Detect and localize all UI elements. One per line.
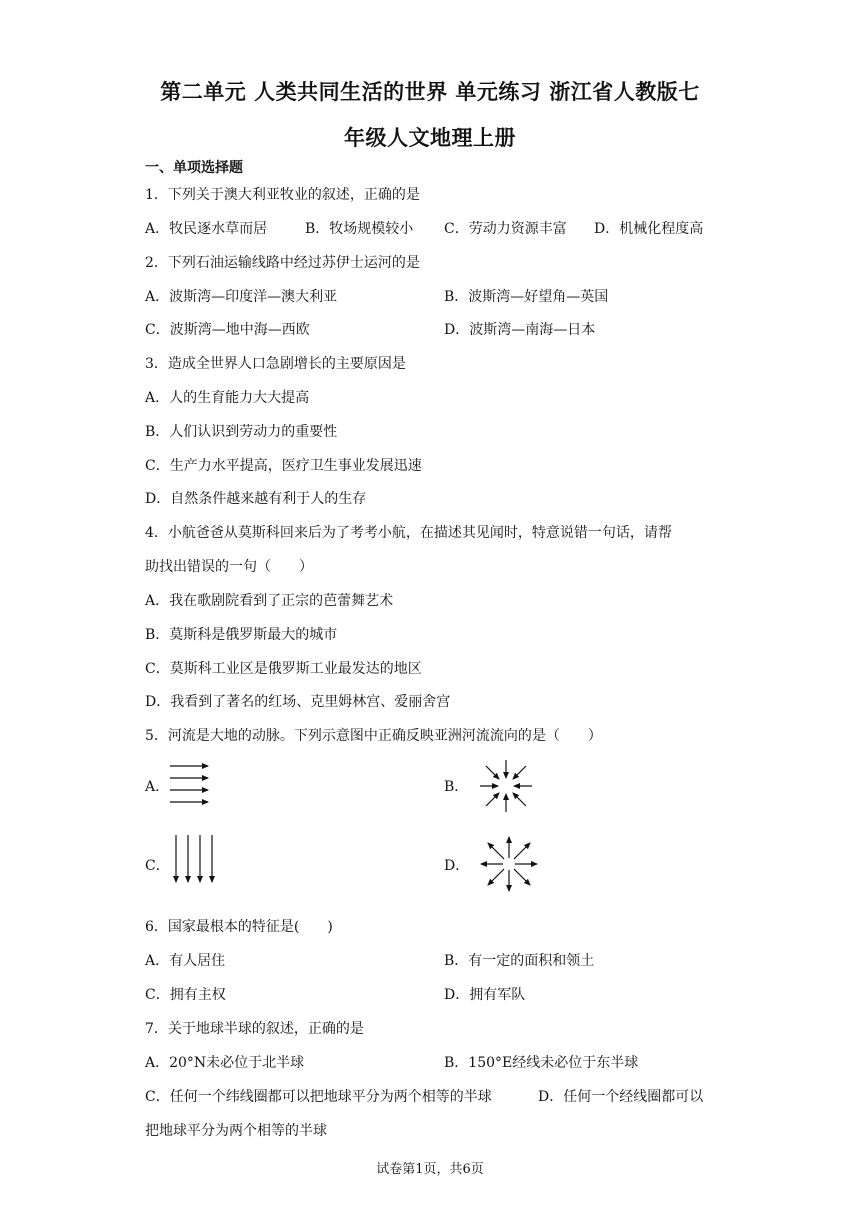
question-2-option-a: A．波斯湾—印度洋—澳大利亚 [145,289,338,305]
question-5-stem: 5．河流是大地的动脉。下列示意图中正确反映亚洲河流流向的是（ ） [145,728,602,744]
question-4-option-b: B．莫斯科是俄罗斯最大的城市 [145,627,338,643]
question-6-option-a: A．有人居住 [145,953,226,969]
document-title-line1: 第二单元 人类共同生活的世界 单元练习 浙江省人教版七 [160,80,700,104]
parallel-right-arrows-diagram [166,758,214,810]
question-1-option-a: A．牧民逐水草而居 [145,221,268,237]
inward-radial-arrows-diagram [478,758,534,814]
question-5-option-c: C． [145,858,170,874]
question-5-option-d: D． [444,858,470,874]
question-7-option-c: C．任何一个纬线圈都可以把地球平分为两个相等的半球 [145,1089,492,1105]
question-6-option-c: C．拥有主权 [145,987,226,1003]
parallel-down-arrows-diagram [168,832,220,888]
question-1-option-d: D．机械化程度高 [594,221,704,237]
section-heading: 一、单项选择题 [145,160,243,176]
question-7-option-a: A．20°N未必位于北半球 [145,1055,305,1071]
document-title-line2: 年级人文地理上册 [344,126,516,150]
question-3-option-d: D．自然条件越来越有利于人的生存 [145,491,367,507]
question-1-option-c: C．劳动力资源丰富 [444,221,567,237]
question-2-option-c: C．波斯湾—地中海—西欧 [145,322,310,338]
question-3-stem: 3．造成全世界人口急剧增长的主要原因是 [145,356,406,372]
question-5-option-a: A． [145,779,170,795]
question-4-stem-line2: 助找出错误的一句（ ） [145,559,313,575]
question-2-option-d: D．波斯湾—南海—日本 [444,322,596,338]
question-4-option-a: A．我在歌剧院看到了正宗的芭蕾舞艺术 [145,593,394,609]
question-2-stem: 2．下列石油运输线路中经过苏伊士运河的是 [145,255,420,271]
question-6-option-b: B．有一定的面积和领土 [444,953,595,969]
question-4-option-d: D．我看到了著名的红场、克里姆林宫、爱丽舍宫 [145,694,451,710]
question-3-option-b: B．人们认识到劳动力的重要性 [145,424,338,440]
question-2-option-b: B．波斯湾—好望角—英国 [444,289,609,305]
question-7-option-d: D．任何一个经线圈都可以 [538,1089,704,1105]
question-4-option-c: C．莫斯科工业区是俄罗斯工业最发达的地区 [145,661,422,677]
question-6-stem: 6．国家最根本的特征是( ) [145,919,333,935]
question-7-option-b: B．150°E经线未必位于东半球 [444,1055,639,1071]
question-6-option-d: D．拥有军队 [444,987,526,1003]
outward-radial-arrows-diagram [478,834,540,894]
question-1-option-b: B．牧场规模较小 [305,221,414,237]
question-7-option-d-continuation: 把地球平分为两个相等的半球 [145,1123,327,1139]
page-footer: 试卷第1页，共6页 [376,1162,484,1177]
question-7-stem: 7．关于地球半球的叙述，正确的是 [145,1021,364,1037]
question-5-option-b: B． [444,779,469,795]
question-3-option-c: C．生产力水平提高，医疗卫生事业发展迅速 [145,458,422,474]
question-3-option-a: A．人的生育能力大大提高 [145,390,310,406]
question-1-stem: 1．下列关于澳大利亚牧业的叙述，正确的是 [145,187,420,203]
question-4-stem-line1: 4．小航爸爸从莫斯科回来后为了考考小航，在描述其见闻时，特意说错一句话，请帮 [145,525,672,541]
